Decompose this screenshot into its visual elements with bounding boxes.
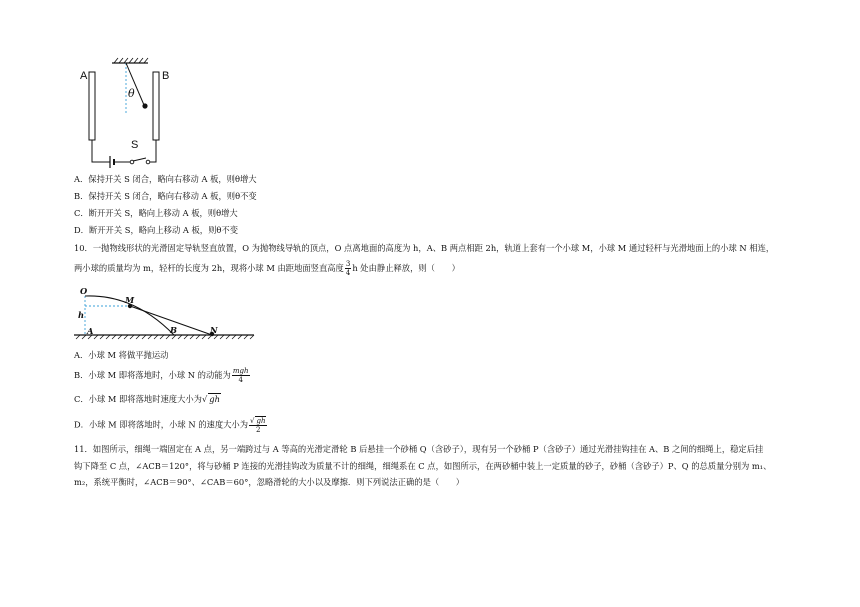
plate-a-label: A (80, 70, 88, 82)
q9-option-c: C．断开开关 S，略向上移动 A 板，则θ增大 (74, 208, 238, 218)
q10-stem-line2-pre: 两小球的质量均为 m，轻杆的长度为 2h，现将小球 M 由距地面竖直高度 (74, 263, 344, 273)
radicand: gh (256, 417, 266, 425)
point-b-label: B (170, 325, 178, 335)
q9-option-a: A．保持开关 S 闭合，略向右移动 A 板，则θ增大 (74, 174, 257, 184)
fraction-denominator: 4 (345, 269, 351, 277)
height-h-label: h (78, 310, 85, 320)
q10-option-d-fraction (249, 416, 267, 434)
q11-stem-line2: 钩下降至 C 点，∠ACB＝120°，将与砂桶 P 连接的光滑挂钩改为质量不计的细绳，细绳系在 C 点，如图所示，在两砂桶中装上一定质量的砂子，砂桶（含砂子）P、Q 的总质量分别为 m₁、 (74, 461, 772, 471)
q11-stem-line3: m₂，系统平衡时，∠ACB＝90°、∠CAB＝60°，忽略滑轮的大小以及摩擦．则下列说法正确的是（ ） (74, 477, 465, 487)
q10-option-b (74, 367, 251, 384)
point-m-label: M (125, 295, 135, 305)
theta-label: θ (128, 87, 135, 100)
point-n-label: N (210, 325, 218, 335)
fraction-denominator: 4 (238, 376, 243, 384)
q10-option-b-fraction (232, 367, 250, 384)
fraction-numerator: mgh (232, 367, 249, 375)
q10-option-d (74, 416, 268, 434)
point-a-label: A (87, 326, 94, 336)
parabola-track-figure (74, 284, 264, 344)
q10-option-a: A．小球 M 将做平抛运动 (74, 350, 169, 360)
q9-option-b: B．保持开关 S 闭合，略向右移动 A 板，则θ不变 (74, 191, 257, 201)
q10-stem-line2-post: h 处由静止释放，则（ ） (352, 263, 460, 273)
switch-label: S (131, 139, 139, 151)
q10-height-fraction (345, 260, 351, 277)
capacitor-pendulum-figure (70, 55, 190, 170)
q10-option-d-text: D．小球 M 即将落地时，小球 N 的速度大小为 (74, 419, 249, 430)
plate-b-label: B (162, 70, 170, 82)
sqrt-icon: √ (250, 417, 255, 425)
q10-option-c-text: C．小球 M 即将落地时速度大小为 (74, 394, 202, 404)
point-o-label: O (80, 286, 88, 296)
q10-option-b-text: B．小球 M 即将落地时，小球 N 的动能为 (74, 370, 231, 380)
fraction-numerator: 3 (345, 260, 351, 268)
sqrt-icon: √ (201, 394, 208, 404)
radicand: gh (209, 394, 220, 404)
q10-stem-line2 (74, 260, 460, 277)
q10-option-c (74, 393, 221, 405)
q11-stem-line1: 11．如图所示，细绳一端固定在 A 点，另一端跨过与 A 等高的光滑定滑轮 B 后悬挂一个砂桶 Q（含砂子），现有另一个砂桶 P（含砂子）通过光滑挂钩挂在 A、B 之间的细绳上，稳定后挂 (74, 444, 764, 454)
q9-option-d: D．断开开关 S，略向上移动 A 板，则θ不变 (74, 225, 238, 235)
fraction-denominator: 2 (256, 426, 261, 434)
q10-stem-line1: 10．一抛物线形状的光滑固定导轨竖直放置，O 为抛物线导轨的顶点，O 点离地面的高度为 h，A、B 两点相距 2h，轨道上套有一个小球 M，小球 M 通过轻杆与光滑地面上的小球 N 相连， (74, 243, 775, 253)
fraction-numerator (249, 416, 267, 426)
